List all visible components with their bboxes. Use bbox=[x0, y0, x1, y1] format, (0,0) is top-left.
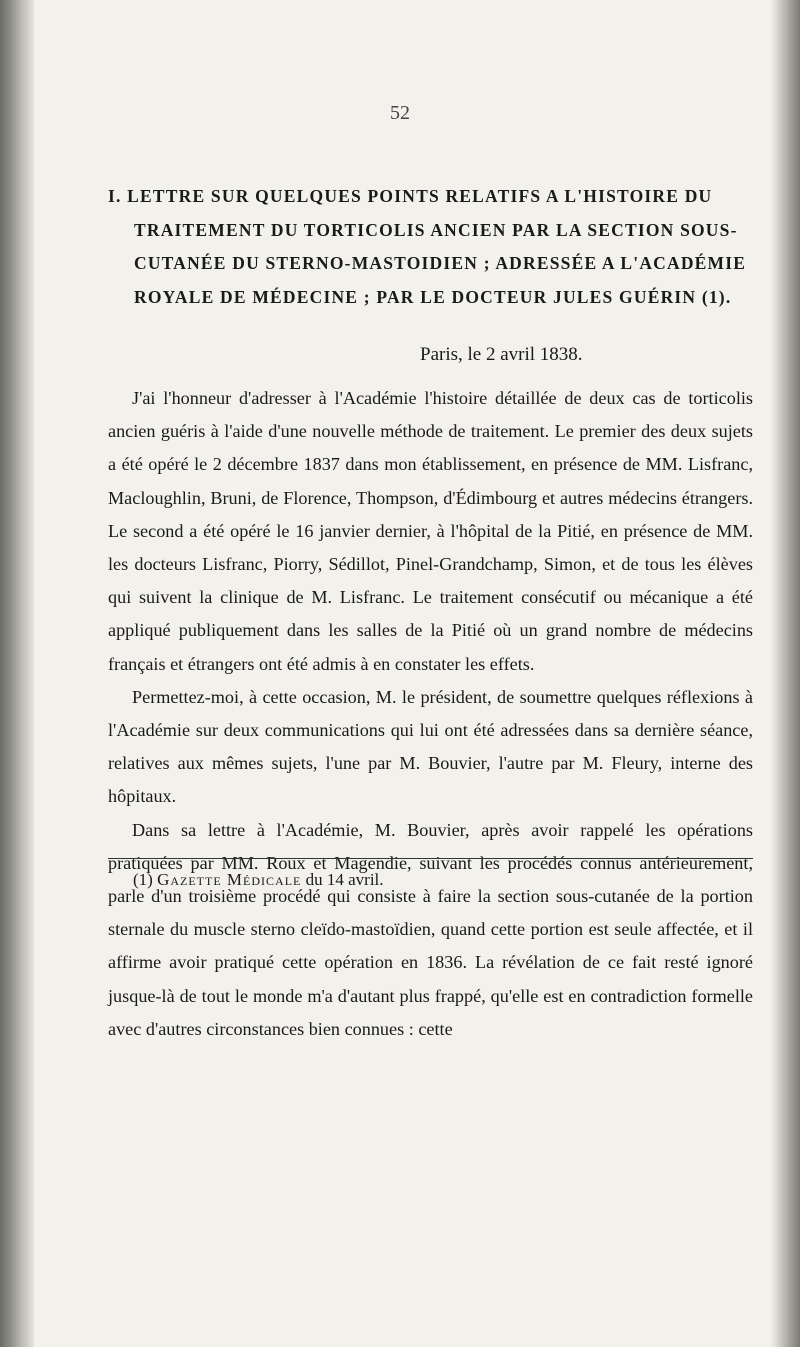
page-number: 52 bbox=[390, 102, 410, 124]
page-binding-right-edge bbox=[770, 0, 800, 1347]
title-line-3: CUTANÉE DU STERNO-MASTOIDIEN ; ADRESSÉE A L'ACADÉMIE bbox=[134, 253, 747, 273]
title-line-2: TRAITEMENT DU TORTICOLIS ANCIEN PAR LA SECTION SOUS- bbox=[134, 219, 738, 240]
footnote bbox=[133, 870, 384, 890]
footnote-source: Gazette Médicale bbox=[157, 870, 302, 889]
title-line-4: ROYALE DE MÉDECINE ; PAR LE DOCTEUR JULES GUÉRIN (1). bbox=[134, 286, 732, 307]
paragraph: Dans sa lettre à l'Académie, M. Bouvier, après avoir rappelé les opérations pratiquées par MM. Roux et Magendie, suivant les procédés connus antérieurement, parle d'un troisième procédé qui consiste à faire la section sous-cutanée de la portion sternale du muscle sterno cleïdo-mastoïdien, quand cette portion est seule affectée, et il affirme avoir pratiqué cette opération en 1836. La révélation de ce fait resté ignoré jusque-là de tout le monde m'a d'autant plus frappé, qu'elle est en contradiction formelle avec d'autres circonstances bien connues : cette bbox=[108, 819, 753, 1039]
footnote-divider bbox=[108, 858, 753, 859]
paragraph: Permettez-moi, à cette occasion, M. le président, de soumettre quelques réflexions à l'Académie sur deux communications qui lui ont été adressées dans sa dernière séance, relatives aux mêmes sujets, l'une par M. Bouvier, l'autre par M. Fleury, interne des hôpitaux. bbox=[108, 686, 753, 807]
footnote-rest: du 14 avril. bbox=[305, 870, 384, 889]
title-line-1: I. LETTRE SUR QUELQUES POINTS RELATIFS A L'HISTOIRE DU bbox=[108, 186, 713, 206]
letter-date: Paris, le 2 avril 1838. bbox=[420, 344, 583, 365]
paragraph: J'ai l'honneur d'adresser à l'Académie l'histoire détaillée de deux cas de torticolis ancien guéris à l'aide d'une nouvelle méthode de traitement. Le premier des deux sujets a été opéré le 2 décembre 1837 dans mon établissement, en présence de MM. Lisfranc, Macloughlin, Bruni, de Florence, Thompson, d'Édimbourg et autres médecins étrangers. Le second a été opéré le 16 janvier dernier, à l'hôpital de la Pitié, en présence de MM. les docteurs Lisfranc, Piorry, Sédillot, Pinel-Grandchamp, Simon, et de tous les élèves qui suivent la clinique de M. Lisfranc. Le traitement consécutif ou mécanique a été appliqué publiquement dans les salles de la Pitié où un grand nombre de médecins français et étrangers ont été admis à en constater les effets. bbox=[108, 388, 753, 674]
page-binding-left-edge bbox=[0, 0, 34, 1347]
letter-body bbox=[108, 382, 753, 1046]
article-title bbox=[108, 180, 748, 314]
footnote-marker: (1) bbox=[133, 870, 153, 889]
